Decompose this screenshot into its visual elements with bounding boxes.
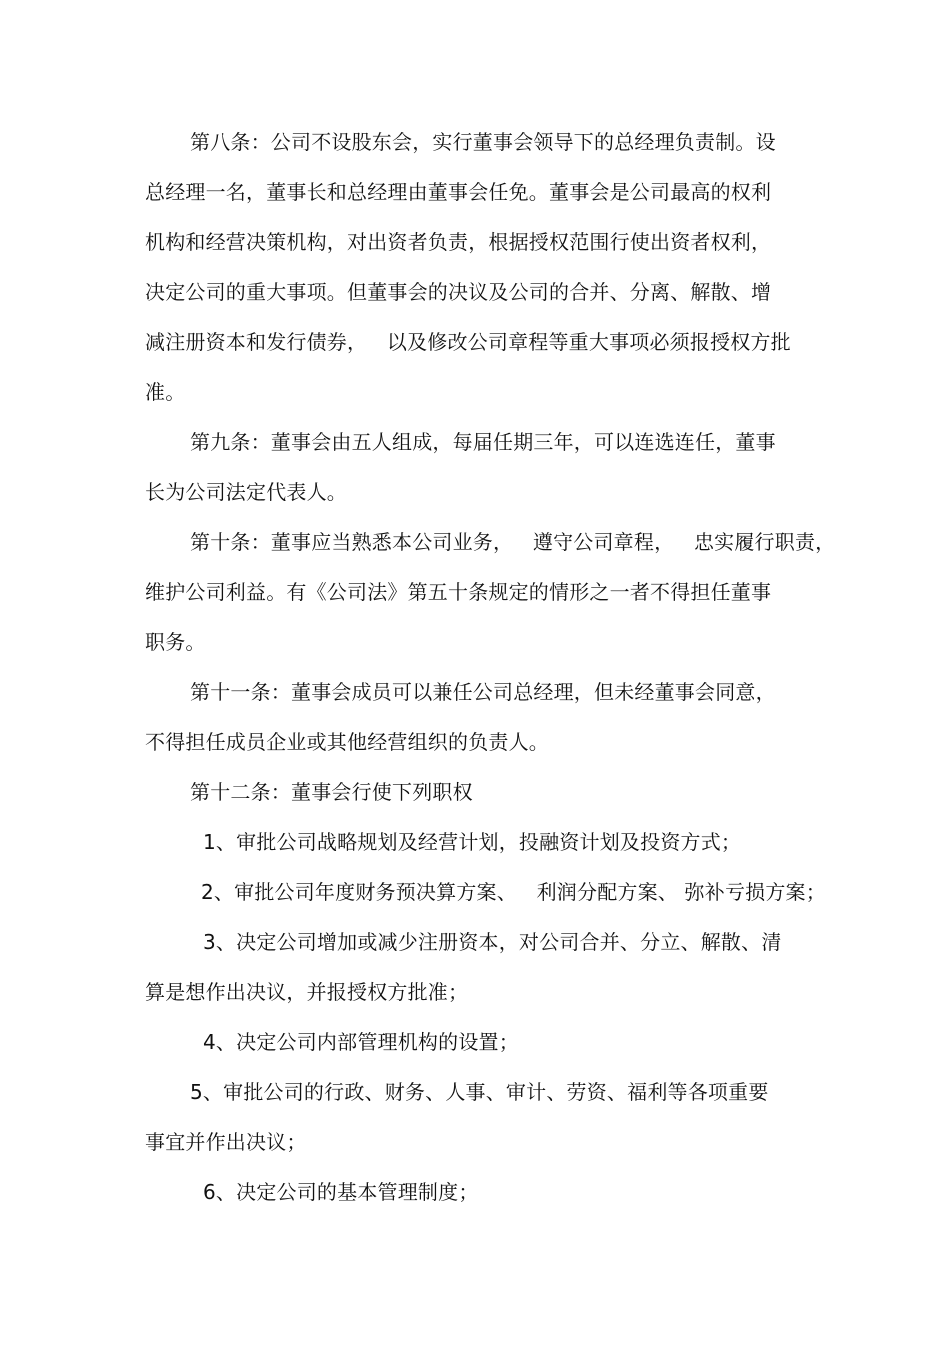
list-item-line: 事宜并作出决议； <box>145 1130 307 1154</box>
text-line: 机构和经营决策机构，对出资者负责，根据授权范围行使出资者权利， <box>145 230 772 254</box>
list-item-line: 算是想作出决议，并报授权方批准； <box>145 980 469 1004</box>
text-line: 准。 <box>145 380 186 404</box>
text-line: 第九条：董事会由五人组成，每届任期三年，可以连选连任，董事 <box>190 430 776 454</box>
text-line: 第十二条：董事会行使下列职权 <box>190 780 473 804</box>
list-item-line: 4、决定公司内部管理机构的设置； <box>203 1030 519 1054</box>
text-line: 第八条：公司不设股东会，实行董事会领导下的总经理负责制。设 <box>190 130 776 154</box>
list-item-line: 1、审批公司战略规划及经营计划，投融资计划及投资方式； <box>203 830 742 854</box>
text-line: 减注册资本和发行债券， 以及修改公司章程等重大事项必须报授权方批 <box>145 330 791 354</box>
text-line: 总经理一名，董事长和总经理由董事会任免。董事会是公司最高的权利 <box>145 180 772 204</box>
list-item-line: 2、审批公司年度财务预决算方案、 利润分配方案、 弥补亏损方案； <box>201 880 826 904</box>
text-line: 决定公司的重大事项。但董事会的决议及公司的合并、分离、解散、增 <box>145 280 772 304</box>
text-line: 第十条：董事应当熟悉本公司业务， 遵守公司章程， 忠实履行职责， <box>190 530 836 554</box>
list-item-line: 3、决定公司增加或减少注册资本，对公司合并、分立、解散、清 <box>203 930 782 954</box>
text-line: 第十一条：董事会成员可以兼任公司总经理，但未经董事会同意， <box>190 680 776 704</box>
text-line: 职务。 <box>145 630 206 654</box>
list-item-line: 5、审批公司的行政、财务、人事、审计、劳资、福利等各项重要 <box>190 1080 769 1104</box>
text-line: 长为公司法定代表人。 <box>145 480 347 504</box>
text-line: 维护公司利益。有《公司法》第五十条规定的情形之一者不得担任董事 <box>145 580 772 604</box>
text-line: 不得担任成员企业或其他经营组织的负责人。 <box>145 730 549 754</box>
list-item-line: 6、决定公司的基本管理制度； <box>203 1180 479 1204</box>
